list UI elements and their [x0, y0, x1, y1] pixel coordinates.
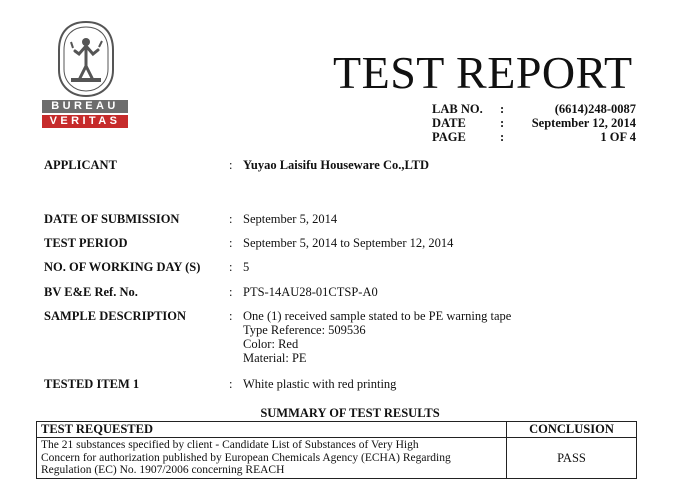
field-colon: :: [229, 212, 233, 226]
table-row: [37, 438, 637, 479]
sample-description-line: Color: Red: [243, 337, 299, 351]
applicant-label: APPLICANT: [44, 158, 117, 172]
date-colon: :: [500, 116, 505, 130]
field-colon: :: [229, 309, 233, 323]
sample-description-label: SAMPLE DESCRIPTION: [44, 309, 187, 323]
test-period-value: September 5, 2014 to September 12, 2014: [243, 236, 454, 250]
sample-description-line: One (1) received sample stated to be PE warning tape: [243, 309, 512, 323]
field-colon: :: [229, 377, 233, 391]
test-requested-line: The 21 substances specified by client - Candidate List of Substances of Very High: [41, 439, 419, 451]
applicant-colon: :: [229, 158, 233, 172]
conclusion-header: CONCLUSION: [507, 422, 637, 438]
test-requested-line: Regulation (EC) No. 1907/2006 concerning REACH: [41, 464, 285, 476]
page-value: 1 OF 4: [600, 130, 636, 144]
working-days-value: 5: [243, 260, 250, 274]
tested-item-label: TESTED ITEM 1: [44, 377, 140, 391]
lab-no-label: LAB NO.: [432, 102, 483, 116]
sample-description-line: Type Reference: 509536: [243, 323, 366, 337]
test-requested-cell: [37, 438, 507, 479]
date-row: [432, 116, 636, 130]
field-colon: :: [229, 236, 233, 250]
date-label: DATE: [432, 116, 466, 130]
date-of-submission-value: September 5, 2014: [243, 212, 338, 226]
report-title: TEST REPORT: [333, 47, 633, 98]
ref-no-label: BV E&E Ref. No.: [44, 285, 138, 299]
results-header-row: [37, 422, 637, 438]
field-colon: :: [229, 260, 233, 274]
test-requested-line: Concern for authorization published by European Chemicals Agency (ECHA) Regarding: [41, 451, 451, 464]
summary-title: SUMMARY OF TEST RESULTS: [260, 406, 440, 420]
test-requested-header: TEST REQUESTED: [37, 422, 507, 438]
page-row: [432, 130, 636, 144]
logo-word-veritas: VERITAS: [42, 115, 128, 128]
logo-word-bureau: BUREAU: [42, 100, 128, 113]
conclusion-cell: PASS: [507, 438, 637, 479]
page-colon: :: [500, 130, 505, 144]
lab-no-row: [432, 102, 636, 116]
ref-no-value: PTS-14AU28-01CTSP-A0: [243, 285, 378, 299]
lab-no-colon: :: [500, 102, 505, 116]
applicant-value: Yuyao Laisifu Houseware Co.,LTD: [243, 158, 430, 172]
page-label: PAGE: [432, 130, 466, 144]
test-period-label: TEST PERIOD: [44, 236, 128, 250]
date-value: September 12, 2014: [531, 116, 636, 130]
date-of-submission-label: DATE OF SUBMISSION: [44, 212, 180, 226]
results-table: [36, 421, 637, 479]
sample-description-line: Material: PE: [243, 351, 307, 365]
bureau-veritas-seal-icon: [55, 20, 117, 98]
working-days-label: NO. OF WORKING DAY (S): [44, 260, 201, 274]
lab-no-value: (6614)248-0087: [554, 102, 636, 116]
field-colon: :: [229, 285, 233, 299]
tested-item-value: White plastic with red printing: [243, 377, 397, 391]
